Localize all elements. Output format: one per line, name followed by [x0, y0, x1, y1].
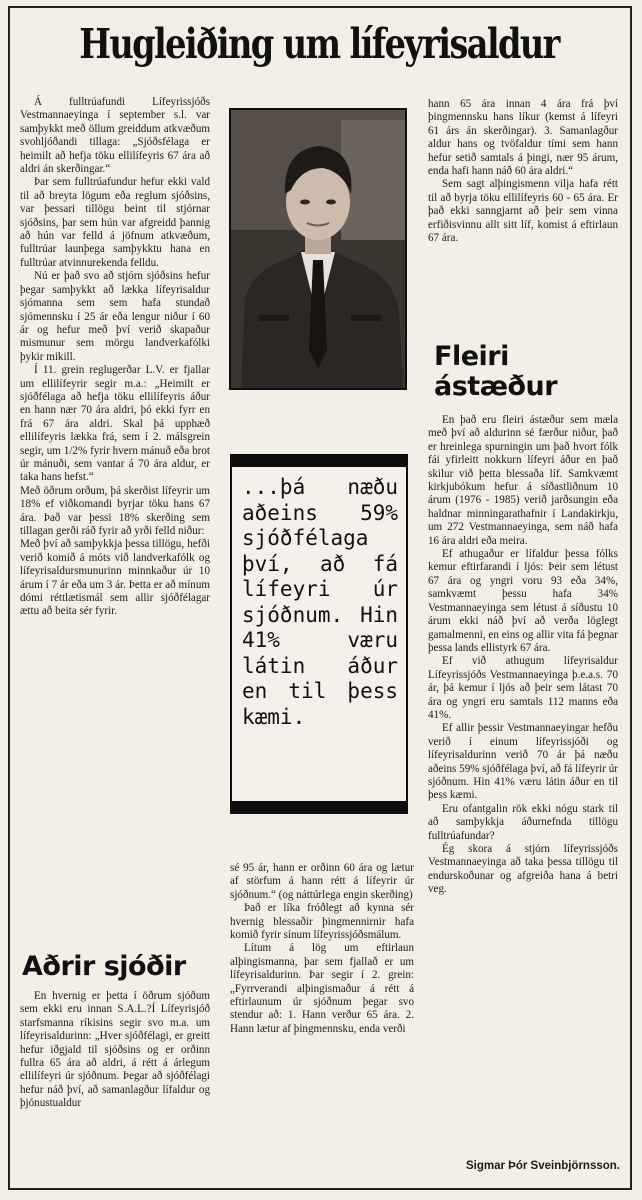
paragraph: Ef athugaður er lífaldur þessa fólks kemur eftirfarandi í ljós: Þeir sem létust 67 ára og yngri voru 93 eða 34%, samkvæmt þessu hafa 34% Vestmannaeyinga sem létust á síðustu 10 árum ekki náð því að verða löglegt gamalmenni, en eins og allir vita fá þegnar þessa lands ellistyrk 67 ára. [428, 548, 618, 654]
headline: Hugleiðing um lífeyrisaldur [79, 20, 559, 68]
paragraph: Í 11. grein reglugerðar L.V. er fjallar um ellilífeyrir segir m.a.: „Heimilt er sjóðfélaga að hefja töku ellilífeyris áður en hann nær 70 ára aldri, þó ekki fyrr en frá 67 ára aldri. Skal þá upphæð ellilífeyris lækka frá, sem í 2. málsgrein segir, um 1/2% fyrir hvern mánuð eða brot úr mánuði, sem vantar á 70 ára aldur, er taka hans hefst.“ [20, 364, 210, 484]
subheading-more-reasons: Fleiri ástæður [434, 341, 558, 402]
article-column-1-lower [20, 990, 210, 1111]
paragraph: Sem sagt alþingismenn vilja hafa rétt til að byrja töku ellilífeyris 60 - 65 ára. Er það ekki sanngjarnt að þeir sem vinna erfiðisvinnu allt sitt líf, komist á eftirlaun 67 ára. [428, 178, 618, 245]
paragraph: Með öðrum orðum, þá skerðist lífeyrir um 18% ef viðkomandi byrjar töku hans 67 ára. Það var þessi 18% skerðing sem tillagan gerði ráð fyrir að yrði felld niður: [20, 484, 210, 537]
portrait-image [231, 110, 405, 388]
paragraph: Nú er það svo að stjórn sjóðsins hefur þegar samþykkt að lækka lífeyrisaldur sjómanna sem sem hafa stundað sjómennsku í 25 ár eða lengur niður í 60 ár og hefur með því verið skapaður mismunur sem mörgu landverkafólki þykir mikill. [20, 270, 210, 363]
author-photo [229, 108, 407, 390]
paragraph: Með því að samþykkja þessa tillögu, hefði verið komið á móts við landverkafólk og lífeyrisaldursmunurinn minnkaður úr 10 árum í 7 ár eða um 3 ár. Þetta er að mínum dómi réttlætismál sem allir sjóðfélagar ættu að beita sér fyrir. [20, 538, 210, 618]
paragraph: En hvernig er þetta í öðrum sjóðum sem ekki eru innan S.A.L.?Í Lífeyrisjóð starfsmanna ríkisins segir svo m.a. um lífeyrisaldurinn: „Hver sjóðfélagi, er greitt hefur iðgjald til sjóðsins og er orðinn fullra 65 ára að aldri, á rétt á árlegum ellilífeyri úr sjóðnum. Þegar að sjóðfélagi hefur náð því, að samanlagður lífaldur og þjónustualdur [20, 990, 210, 1110]
paragraph: hann 65 ára innan 4 ára frá því þingmennsku hans líkur (kemst á lífeyri 61 árs án skerðingar). 3. Samanlagður aldur hans og tvöfaldur tími sem hann hefur setið samtals á þingi, nær 95 árum, enda hafi hann náð 60 ára aldri.“ [428, 98, 618, 178]
paragraph: Þar sem fulltrúafundur hefur ekki vald til að breyta lögum eða reglum sjóðsins, var þessari tillögu beint til stjórnar sjóðsins, þar sem hún var afgreidd þannig að hún var felld á jöfnum atkvæðum, fulltrúar launþega samþykktu hana en fulltrúar atvinnurekenda felldu. [20, 176, 210, 269]
paragraph: Eru ofantgalin rök ekki nógu stark til að samþykkja áðurnefnda tillögu fulltrúafundar? [428, 802, 618, 842]
author-byline: Sigmar Þór Sveinbjörnsson. [465, 1160, 620, 1172]
paragraph: Það er líka fróðlegt að kynna sér hvernig blessaðir þingmennirnir hafa komið fyrir sínum lífeyrissjóðsmálum. [230, 902, 414, 942]
article-column-3 [428, 98, 618, 245]
paragraph: Ég skora á stjórn lífeyrissjóðs Vestmannaeyinga að taka þessa tillögu til endurskoðunar og afgreiða hana á betri veg. [428, 843, 618, 896]
paragraph: Ef allir þessir Vestmannaeyingar hefðu verið í einum lífeyrissjóði og lífeyrisaldurinn verið 70 ár þá næðu aðeins 59% sjóðfélaga því, að fá lífeyrir úr sjóðnum. Hin 41% væru látin áður en til þess kæmi. [428, 722, 618, 802]
paragraph: En það eru fleiri ástæður sem mæla með því að aldurinn sé færður niður, það er hreinlega spurningin um það hvort fólk fái yfirleitt nokkurn lífeyri áður en það skilur við þetta blessaða líf. Samkvæmt kirkjubókum hefur á síðastliðnum 10 árum (1976 - 1985) verið jarðsungin eða haldnar minningarathafnir í Landakirkju, um 272 Vestmannaeyinga, sem náð hafa 16 ára aldri eða meira. [428, 414, 618, 547]
paragraph: sé 95 ár, hann er orðinn 60 ára og lætur af störfum á hann rétt á lífeyrir úr sjóðnum.“ (og náttúrlega engin skerðing) [230, 862, 414, 901]
pull-quote: ...þá næðu aðeins 59% sjóðfélaga því, að fá lífeyri úr sjóðnum. Hin 41% væru látin áður en til þess kæmi. [230, 454, 408, 814]
paragraph: Lítum á lög um eftirlaun alþingismanna, þar sem fjallað er um lífeyrisaldurinn. Þar segir í 2. grein: „Fyrrverandi alþingismaður á rétt á eftirlaunum úr sjóðnum þegar svo stendur að: 1. Hann verður 65 ára. 2. Hann lætur af þingmennsku, enda verði [230, 942, 414, 1035]
article-column-3-lower [428, 414, 618, 897]
article-column-2-lower [230, 862, 414, 1036]
paragraph: Ef við athugum lífeyrisaldur Lífeyrissjóðs Vestmannaeyinga þ.e.a.s. 70 ár, þá kemur í ljós að þeir sem látast 70 ára og yngri eru samtals 112 manns eða 41%. [428, 655, 618, 721]
paragraph: Á fulltrúafundi Lífeyrissjóðs Vestmannaeyinga í september s.l. var samþykkt með öllum greiddum atkvæðum svohljóðandi tillaga: „Sjóðsfélaga er heimilt að hefja töku ellilífeyris 67 ára að aldri án skerðingar.“ [20, 96, 210, 176]
subheading-other-funds: Aðrir sjóðir [22, 951, 186, 982]
article-column-1 [20, 96, 210, 619]
